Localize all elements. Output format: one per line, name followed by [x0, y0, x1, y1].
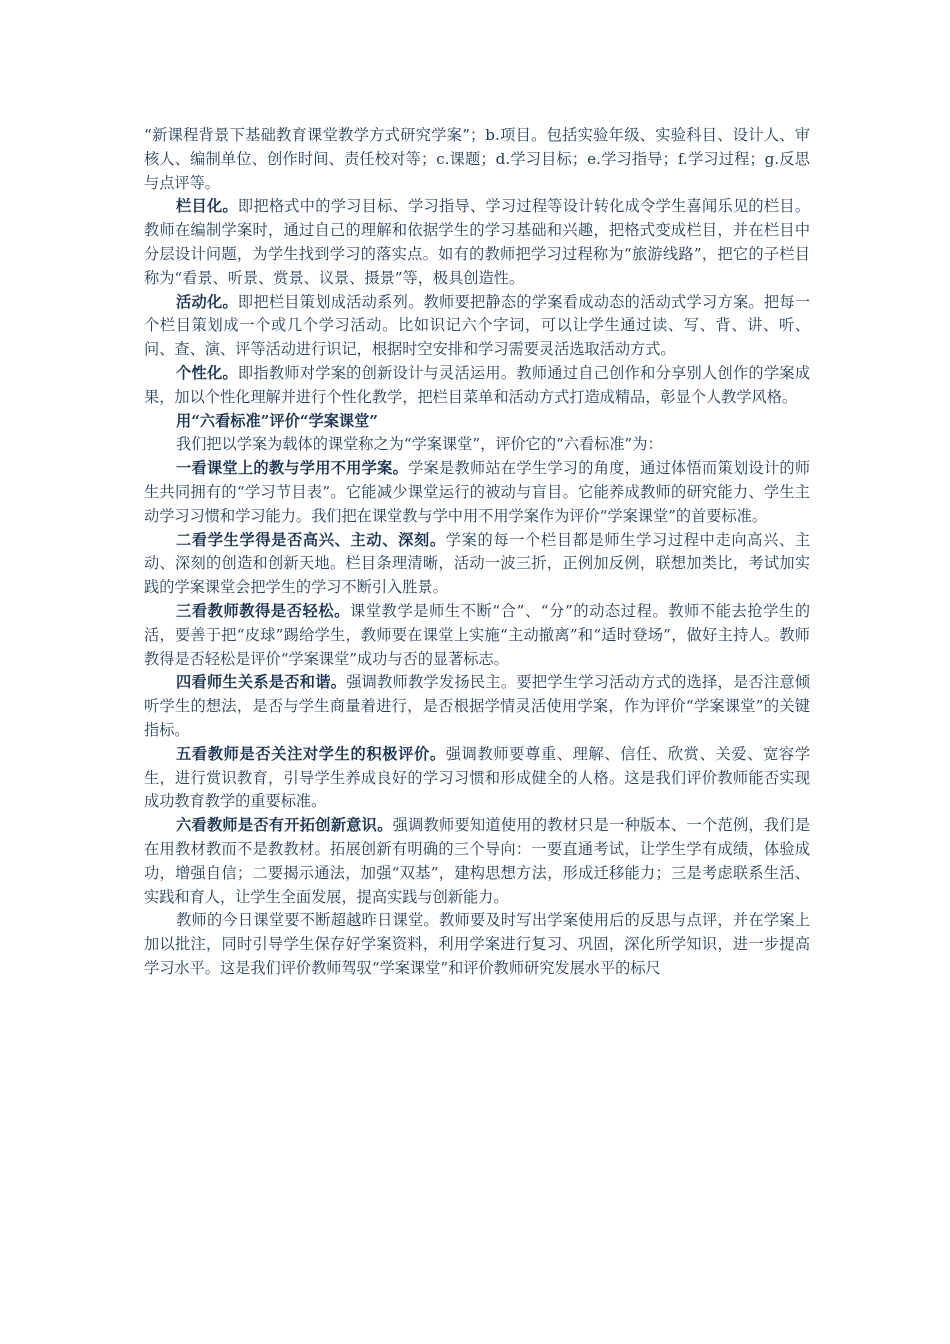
paragraph-text: 学案的每一个栏目都是师生学习过程中走向高兴、主动、深刻的创造和创新天地。栏目条理清晰，活动一波三折，正例加反例，联想加类比，考试加实践的学案课堂会把学生的学习不断引入胜景。	[144, 530, 811, 597]
paragraph-lead: 四看师生关系是否和谐。	[176, 673, 347, 692]
section-heading: 用“六看标准”评价“学案课堂”	[176, 411, 379, 430]
paragraph-text: 即把栏目策划成活动系列。教师要把静态的学案看成动态的活动式学习方案。把每一个栏目策划成一个或几个学习活动。比如识记六个字词，可以让学生通过读、写、背、讲、听、问、查、演、评等活动进行识记，根据时空安排和学习需要灵活选取活动方式。	[144, 292, 811, 359]
paragraph-text: “新课程背景下基础教育课堂教学方式研究学案”；b.项目。包括实验年级、实验科目、设计人、审核人、编制单位、创作时间、责任校对等；c.课题；d.学习目标；e.学习指导；f.学习过程；g.反思与点评等。	[144, 126, 810, 192]
paragraph-text: 强调教师要尊重、理解、信任、欣赏、关爱、宽容学生，进行赏识教育，引导学生养成良好的学习习惯和形成健全的人格。这是我们评价教师能否实现成功教育教学的重要标准。	[144, 744, 811, 811]
paragraph-lead: 一看课堂上的教与学用不用学案。	[176, 459, 409, 478]
paragraph-column-based	[144, 195, 810, 290]
paragraph-text: 即把格式中的学习目标、学习指导、学习过程等设计转化成令学生喜闻乐见的栏目。教师在编制学案时，通过自己的理解和依据学生的学习基础和兴趣，把格式变成栏目，并在栏目中分层设计问题，为学生找到学习的落实点。如有的教师把学习过程称为“旅游线路”，把它的子栏目称为“看景、听景、赏景、议景、摄景”等，极具创造性。	[144, 197, 811, 287]
paragraph-lead: 五看教师是否关注对学生的积极评价。	[176, 744, 446, 763]
paragraph-text: 强调教师要知道使用的教材只是一种版本、一个范例，我们是在用教材教而不是教教材。拓展创新有明确的三个导向：一要直通考试，让学生学有成绩，体验成功，增强自信；二要揭示通法，加强“双基”，建构思想方法，形成迁移能力；三是考虑联系生活、实践和育人，让学生全面发展，提高实践与创新能力。	[144, 816, 811, 906]
paragraph-lead: 活动化。	[176, 292, 238, 311]
paragraph-intro-six-standards	[144, 433, 810, 457]
paragraph-text: 课堂教学是师生不断“合”、“分”的动态过程。教师不能去抢学生的活，要善于把“皮球”踢给学生，教师要在课堂上实施“主动撤离”和“适时登场”，做好主持人。教师教得是否轻松是评价“学案课堂”成功与否的显著标志。	[144, 601, 811, 668]
paragraph-standard-1	[144, 457, 810, 528]
paragraph-personalized	[144, 362, 810, 410]
paragraph-text: 即指教师对学案的创新设计与灵活运用。教师通过自己创作和分享别人创作的学案成果，加以个性化理解并进行个性化教学，把栏目菜单和活动方式打造成精品，彰显个人教学风格。	[144, 363, 811, 406]
paragraph-standard-4	[144, 671, 810, 742]
paragraph-standard-5	[144, 743, 810, 814]
paragraph-lead: 栏目化。	[176, 197, 238, 216]
paragraph-standard-3	[144, 600, 810, 671]
document-page	[144, 124, 810, 981]
paragraph-conclusion	[144, 909, 810, 980]
paragraph-lead: 三看教师教得是否轻松。	[176, 601, 350, 620]
paragraph-lead: 六看教师是否有开拓创新意识。	[176, 816, 393, 835]
paragraph-format-items	[144, 124, 810, 195]
paragraph-lead: 个性化。	[176, 363, 238, 382]
paragraph-text: 学案是教师站在学生学习的角度，通过体悟而策划设计的师生共同拥有的“学习节目表”。它能减少课堂运行的被动与盲目。它能养成教师的研究能力、学生主动学习习惯和学习能力。我们把在课堂教与学中用不用学案作为评价“学案课堂”的首要标准。	[144, 459, 811, 525]
paragraph-standard-2	[144, 529, 810, 600]
paragraph-standard-6	[144, 814, 810, 909]
paragraph-text: 我们把以学案为载体的课堂称之为“学案课堂”，评价它的“六看标准”为：	[176, 435, 663, 454]
paragraph-text: 强调教师教学发扬民主。要把学生学习活动方式的选择，是否注意倾听学生的想法，是否与学生商量着进行，是否根据学情灵活使用学案，作为评价“学案课堂”的关键指标。	[144, 673, 811, 739]
paragraph-activity-based	[144, 291, 810, 362]
paragraph-lead: 二看学生学得是否高兴、主动、深刻。	[176, 530, 446, 549]
paragraph-text: 教师的今日课堂要不断超越昨日课堂。教师要及时写出学案使用后的反思与点评，并在学案上加以批注，同时引导学生保存好学案资料，利用学案进行复习、巩固，深化所学知识，进一步提高学习水平。这是我们评价教师驾驭“学案课堂”和评价教师研究发展水平的标尺	[144, 911, 810, 977]
